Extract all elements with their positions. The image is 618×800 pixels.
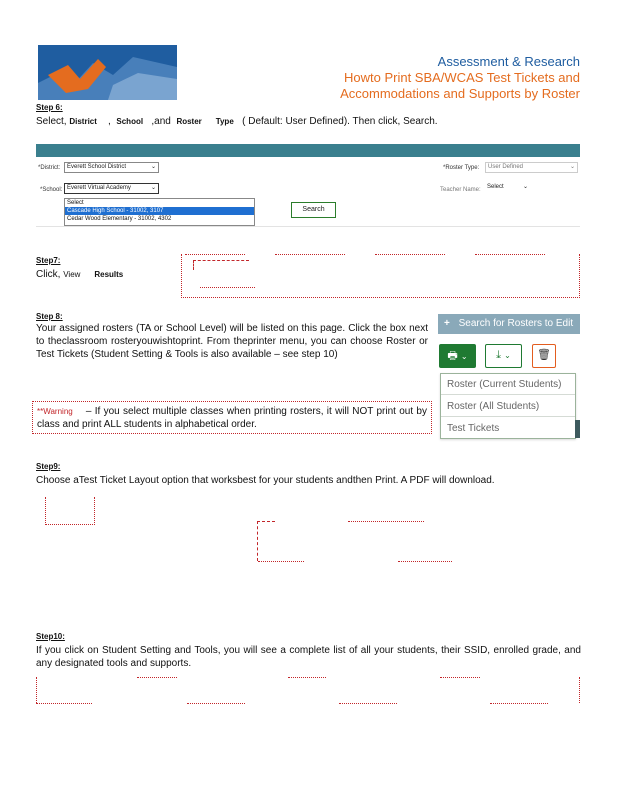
search-button[interactable]: Search — [291, 202, 336, 218]
menu-item-test-tickets[interactable]: Test Tickets — [447, 423, 500, 434]
teacher-value: Select — [487, 184, 504, 190]
placeholder-line — [258, 561, 304, 562]
step6-school: School — [116, 117, 144, 126]
dropdown-option-selected[interactable]: Cascade High School - 31002, 3107 — [65, 207, 254, 215]
school-value: Everett Virtual Academy — [67, 185, 131, 191]
step8-text: Your assigned rosters (TA or School Level) will be listed on this page. Click the box next to theclassroom rosteryouwishtoprint. From theprinter menu, you can choose Roster or Test Tickets (Student Setting & Tools is also available – see step 10) — [36, 323, 428, 360]
step8-label: Step 8: — [36, 312, 63, 321]
teacher-select[interactable] — [485, 183, 528, 194]
print-button[interactable] — [439, 344, 476, 368]
chevron-down-icon: ⌄ — [569, 164, 575, 170]
school-select[interactable] — [64, 183, 159, 194]
menu-item-roster-all[interactable]: Roster (All Students) — [441, 396, 575, 417]
roster-type-value: User Defined — [488, 164, 524, 170]
placeholder-box — [257, 521, 275, 561]
district-value: Everett School District — [67, 164, 127, 170]
placeholder-box — [45, 497, 95, 525]
step7-label: Step7: — [36, 256, 61, 265]
chevron-down-icon: ⌄ — [150, 164, 156, 170]
placeholder-line — [36, 703, 92, 704]
placeholder-frame — [36, 677, 580, 703]
warning-text — [37, 405, 427, 431]
school-dropdown[interactable] — [64, 198, 255, 226]
doc-title-line2: Accommodations and Supports by Roster — [340, 86, 580, 101]
edit-roster-label: Search for Rosters to Edit — [458, 318, 574, 329]
district-label: *District: — [38, 165, 61, 171]
step6-label: Step 6: — [36, 103, 63, 112]
chevron-down-icon: ⌄ — [460, 352, 468, 361]
step6-text-a: Select, — [36, 116, 67, 127]
placeholder-line — [187, 703, 245, 704]
step7-results: Results — [94, 270, 124, 279]
step9-text: Choose aTest Ticket Layout option that worksbest for your students andthen Print. A PDF will download. — [36, 475, 495, 486]
step6-and: ,and — [151, 116, 171, 127]
step7-text — [36, 268, 123, 281]
warning-body: – If you select multiple classes when printing rosters, it will NOT print out by class and print ALL students in alphabetical order. — [37, 406, 427, 430]
teacher-label: Teacher Name: — [440, 187, 481, 193]
step7-view: View — [63, 270, 81, 279]
menu-item-roster-current[interactable]: Roster (Current Students) — [441, 374, 575, 395]
placeholder-box — [193, 260, 249, 270]
edit-roster-bar[interactable] — [438, 314, 580, 334]
menu-edge — [575, 420, 580, 438]
placeholder-line — [339, 703, 397, 704]
trash-icon: 🗑 — [537, 349, 551, 361]
dropdown-option[interactable]: Select — [67, 200, 84, 206]
step6-type: Type — [215, 117, 234, 126]
form-header-bar — [36, 144, 580, 157]
school-label: *School: — [40, 187, 63, 193]
warning-prefix: **Warning — [37, 407, 73, 416]
placeholder-line — [398, 561, 452, 562]
printer-icon: 🖶 — [447, 350, 458, 362]
org-name: Assessment & Research — [437, 54, 580, 69]
print-menu — [440, 373, 576, 439]
step7-click: Click, — [36, 269, 61, 280]
plus-icon: + — [444, 318, 450, 329]
chevron-down-icon: ⌄ — [522, 184, 528, 190]
roster-type-select[interactable] — [485, 162, 578, 173]
logo-graphic — [38, 45, 177, 100]
placeholder-line — [490, 703, 548, 704]
step9-label: Step9: — [36, 462, 61, 471]
warning-box — [32, 401, 432, 434]
step10-label: Step10: — [36, 632, 65, 641]
chevron-down-icon: ⌄ — [504, 351, 511, 360]
dropdown-option[interactable]: Cedar Wood Elementary - 31002, 4302 — [67, 216, 172, 222]
placeholder-line — [200, 287, 255, 288]
download-button[interactable] — [485, 344, 522, 368]
form-bottom-rule — [36, 226, 580, 227]
roster-type-label: *Roster Type: — [443, 165, 480, 171]
step6-comma: , — [108, 116, 111, 127]
download-icon: ⤓ — [496, 349, 502, 361]
step6-text — [36, 115, 438, 128]
step6-roster: Roster — [176, 117, 202, 126]
doc-title — [280, 70, 580, 102]
step10-text: If you click on Student Setting and Tools, you will see a complete list of all your students, their SSID, enrolled grade, and any designated tools and supports. — [36, 645, 581, 669]
district-select[interactable] — [64, 162, 159, 173]
placeholder-line — [348, 521, 424, 522]
delete-button[interactable] — [532, 344, 556, 368]
org-logo — [38, 45, 177, 100]
step6-district: District — [69, 117, 97, 126]
chevron-down-icon: ⌄ — [150, 185, 156, 191]
doc-title-line1: Howto Print SBA/WCAS Test Tickets and — [343, 70, 580, 85]
step6-text-b: ( Default: User Defined). Then click, Search. — [242, 116, 438, 127]
